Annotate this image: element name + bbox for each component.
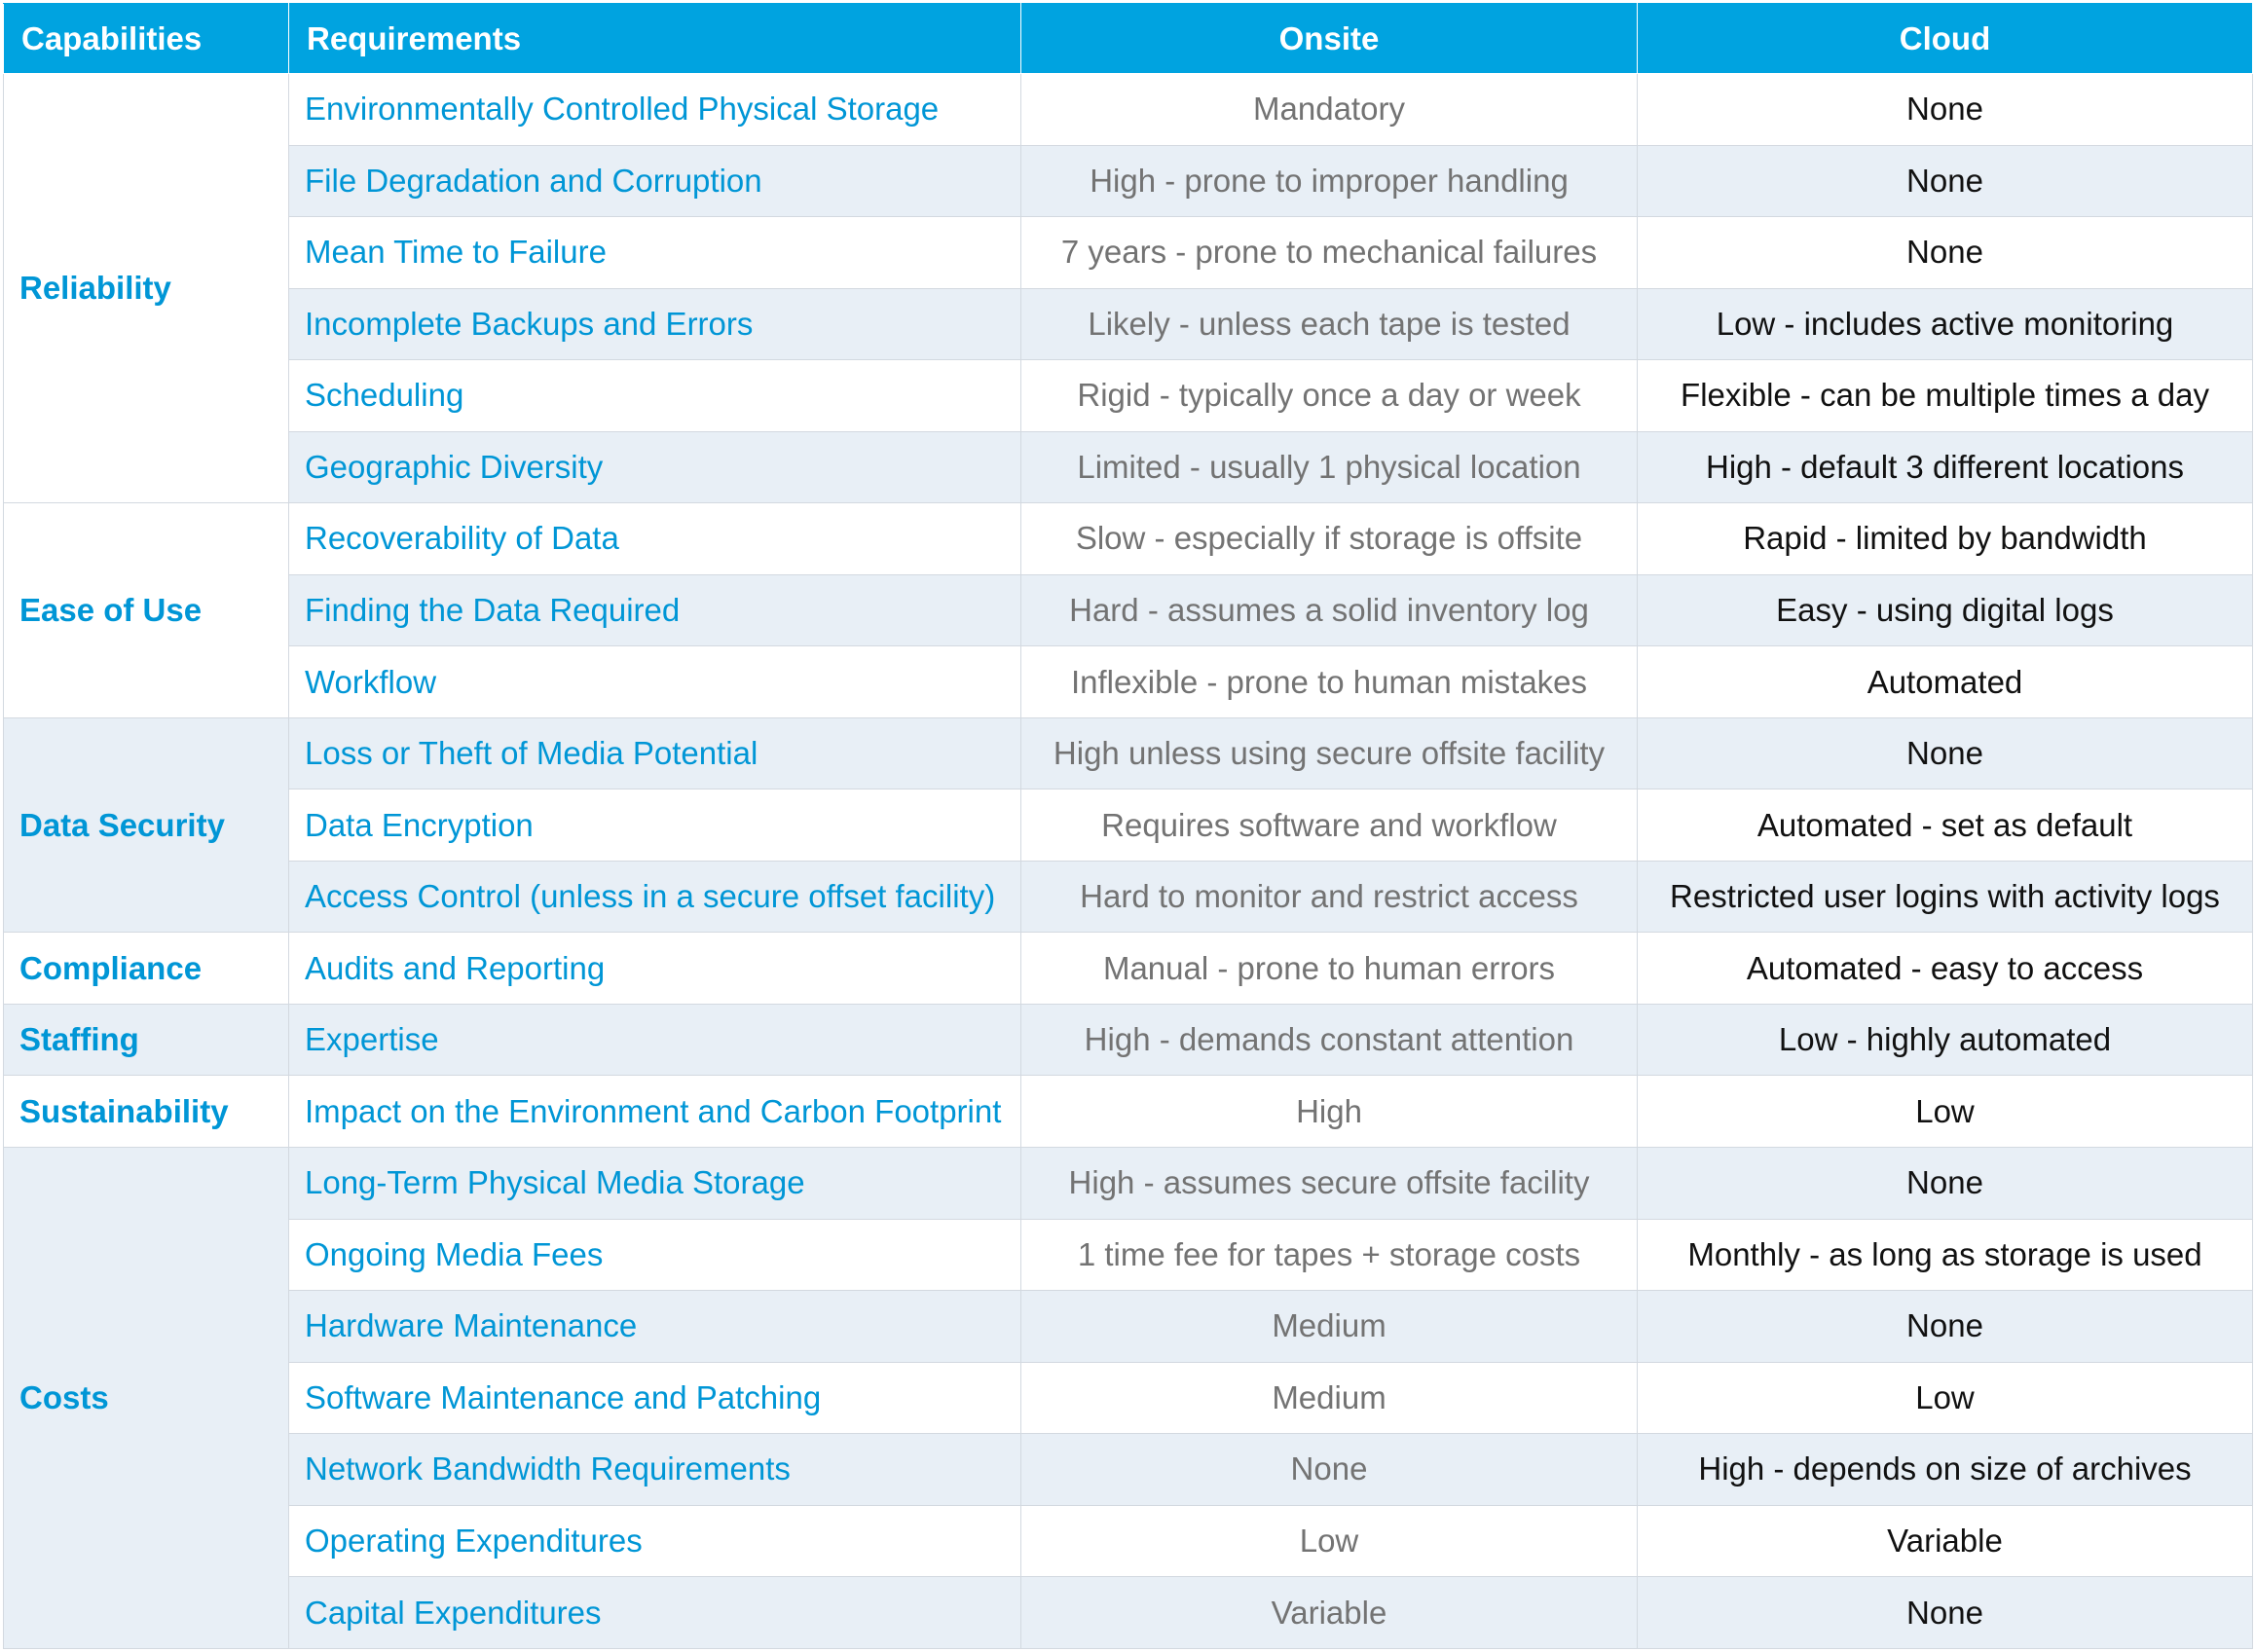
table-row: [4, 1434, 2253, 1506]
cloud-cell: Automated: [1638, 646, 2253, 718]
requirement-cell: Recoverability of Data: [289, 503, 1021, 575]
table-row: [4, 789, 2253, 862]
table-row: [4, 1577, 2253, 1649]
header-row: [4, 4, 2253, 74]
cloud-cell: Low - highly automated: [1638, 1004, 2253, 1076]
requirement-cell: Long-Term Physical Media Storage: [289, 1147, 1021, 1219]
cloud-cell: Low: [1638, 1362, 2253, 1434]
requirement-cell: Scheduling: [289, 360, 1021, 432]
requirement-cell: Operating Expenditures: [289, 1505, 1021, 1577]
onsite-cell: Low: [1021, 1505, 1638, 1577]
table-row: [4, 1004, 2253, 1076]
table-row: [4, 431, 2253, 503]
capability-cell: Compliance: [4, 933, 289, 1005]
capability-cell: Costs: [4, 1147, 289, 1648]
onsite-cell: High - assumes secure offsite facility: [1021, 1147, 1638, 1219]
onsite-cell: Hard - assumes a solid inventory log: [1021, 574, 1638, 646]
onsite-cell: 7 years - prone to mechanical failures: [1021, 217, 1638, 289]
onsite-cell: High unless using secure offsite facility: [1021, 717, 1638, 789]
onsite-cell: Manual - prone to human errors: [1021, 933, 1638, 1005]
cloud-cell: Restricted user logins with activity logs: [1638, 861, 2253, 933]
table-row: [4, 1219, 2253, 1291]
cloud-cell: None: [1638, 1291, 2253, 1363]
onsite-cell: Likely - unless each tape is tested: [1021, 288, 1638, 360]
requirement-cell: Expertise: [289, 1004, 1021, 1076]
onsite-cell: High - prone to improper handling: [1021, 145, 1638, 217]
table-row: [4, 503, 2253, 575]
capability-cell: Ease of Use: [4, 503, 289, 718]
header-requirements: Requirements: [289, 4, 1021, 74]
cloud-cell: Easy - using digital logs: [1638, 574, 2253, 646]
table-row: [4, 933, 2253, 1005]
table-row: [4, 217, 2253, 289]
requirement-cell: Finding the Data Required: [289, 574, 1021, 646]
capability-cell: Staffing: [4, 1004, 289, 1076]
header-onsite: Onsite: [1021, 4, 1638, 74]
cloud-cell: Monthly - as long as storage is used: [1638, 1219, 2253, 1291]
cloud-cell: Rapid - limited by bandwidth: [1638, 503, 2253, 575]
table-row: [4, 1362, 2253, 1434]
requirement-cell: Audits and Reporting: [289, 933, 1021, 1005]
cloud-cell: High - default 3 different locations: [1638, 431, 2253, 503]
cloud-cell: None: [1638, 217, 2253, 289]
table-row: [4, 360, 2253, 432]
requirement-cell: Ongoing Media Fees: [289, 1219, 1021, 1291]
header-capabilities: Capabilities: [4, 4, 289, 74]
onsite-cell: Medium: [1021, 1291, 1638, 1363]
table-body: [4, 74, 2253, 1649]
onsite-cell: High - demands constant attention: [1021, 1004, 1638, 1076]
table-row: [4, 1076, 2253, 1148]
onsite-cell: None: [1021, 1434, 1638, 1506]
onsite-cell: Limited - usually 1 physical location: [1021, 431, 1638, 503]
table-row: [4, 1505, 2253, 1577]
cloud-cell: High - depends on size of archives: [1638, 1434, 2253, 1506]
table-row: [4, 1147, 2253, 1219]
onsite-cell: Hard to monitor and restrict access: [1021, 861, 1638, 933]
requirement-cell: Mean Time to Failure: [289, 217, 1021, 289]
cloud-cell: None: [1638, 74, 2253, 146]
onsite-cell: 1 time fee for tapes + storage costs: [1021, 1219, 1638, 1291]
onsite-cell: Requires software and workflow: [1021, 789, 1638, 862]
requirement-cell: Software Maintenance and Patching: [289, 1362, 1021, 1434]
cloud-cell: Low: [1638, 1076, 2253, 1148]
onsite-cell: High: [1021, 1076, 1638, 1148]
onsite-cell: Slow - especially if storage is offsite: [1021, 503, 1638, 575]
cloud-cell: None: [1638, 145, 2253, 217]
onsite-cell: Medium: [1021, 1362, 1638, 1434]
requirement-cell: Geographic Diversity: [289, 431, 1021, 503]
header-cloud: Cloud: [1638, 4, 2253, 74]
requirement-cell: Hardware Maintenance: [289, 1291, 1021, 1363]
requirement-cell: Workflow: [289, 646, 1021, 718]
capability-cell: Data Security: [4, 717, 289, 933]
requirement-cell: Impact on the Environment and Carbon Footprint: [289, 1076, 1021, 1148]
table-row: [4, 717, 2253, 789]
table-row: [4, 646, 2253, 718]
requirement-cell: File Degradation and Corruption: [289, 145, 1021, 217]
table-row: [4, 145, 2253, 217]
cloud-cell: None: [1638, 1577, 2253, 1649]
capability-cell: Reliability: [4, 74, 289, 503]
onsite-cell: Rigid - typically once a day or week: [1021, 360, 1638, 432]
requirement-cell: Network Bandwidth Requirements: [289, 1434, 1021, 1506]
requirement-cell: Incomplete Backups and Errors: [289, 288, 1021, 360]
table-row: [4, 574, 2253, 646]
cloud-cell: Flexible - can be multiple times a day: [1638, 360, 2253, 432]
cloud-cell: None: [1638, 1147, 2253, 1219]
onsite-cell: Variable: [1021, 1577, 1638, 1649]
table-row: [4, 861, 2253, 933]
onsite-cell: Mandatory: [1021, 74, 1638, 146]
table-row: [4, 74, 2253, 146]
requirement-cell: Access Control (unless in a secure offset facility): [289, 861, 1021, 933]
cloud-cell: None: [1638, 717, 2253, 789]
comparison-table: [3, 3, 2253, 1649]
requirement-cell: Environmentally Controlled Physical Storage: [289, 74, 1021, 146]
requirement-cell: Loss or Theft of Media Potential: [289, 717, 1021, 789]
table-row: [4, 1291, 2253, 1363]
table-header: [4, 4, 2253, 74]
requirement-cell: Data Encryption: [289, 789, 1021, 862]
requirement-cell: Capital Expenditures: [289, 1577, 1021, 1649]
cloud-cell: Variable: [1638, 1505, 2253, 1577]
cloud-cell: Automated - set as default: [1638, 789, 2253, 862]
cloud-cell: Automated - easy to access: [1638, 933, 2253, 1005]
table-row: [4, 288, 2253, 360]
capability-cell: Sustainability: [4, 1076, 289, 1148]
cloud-cell: Low - includes active monitoring: [1638, 288, 2253, 360]
onsite-cell: Inflexible - prone to human mistakes: [1021, 646, 1638, 718]
